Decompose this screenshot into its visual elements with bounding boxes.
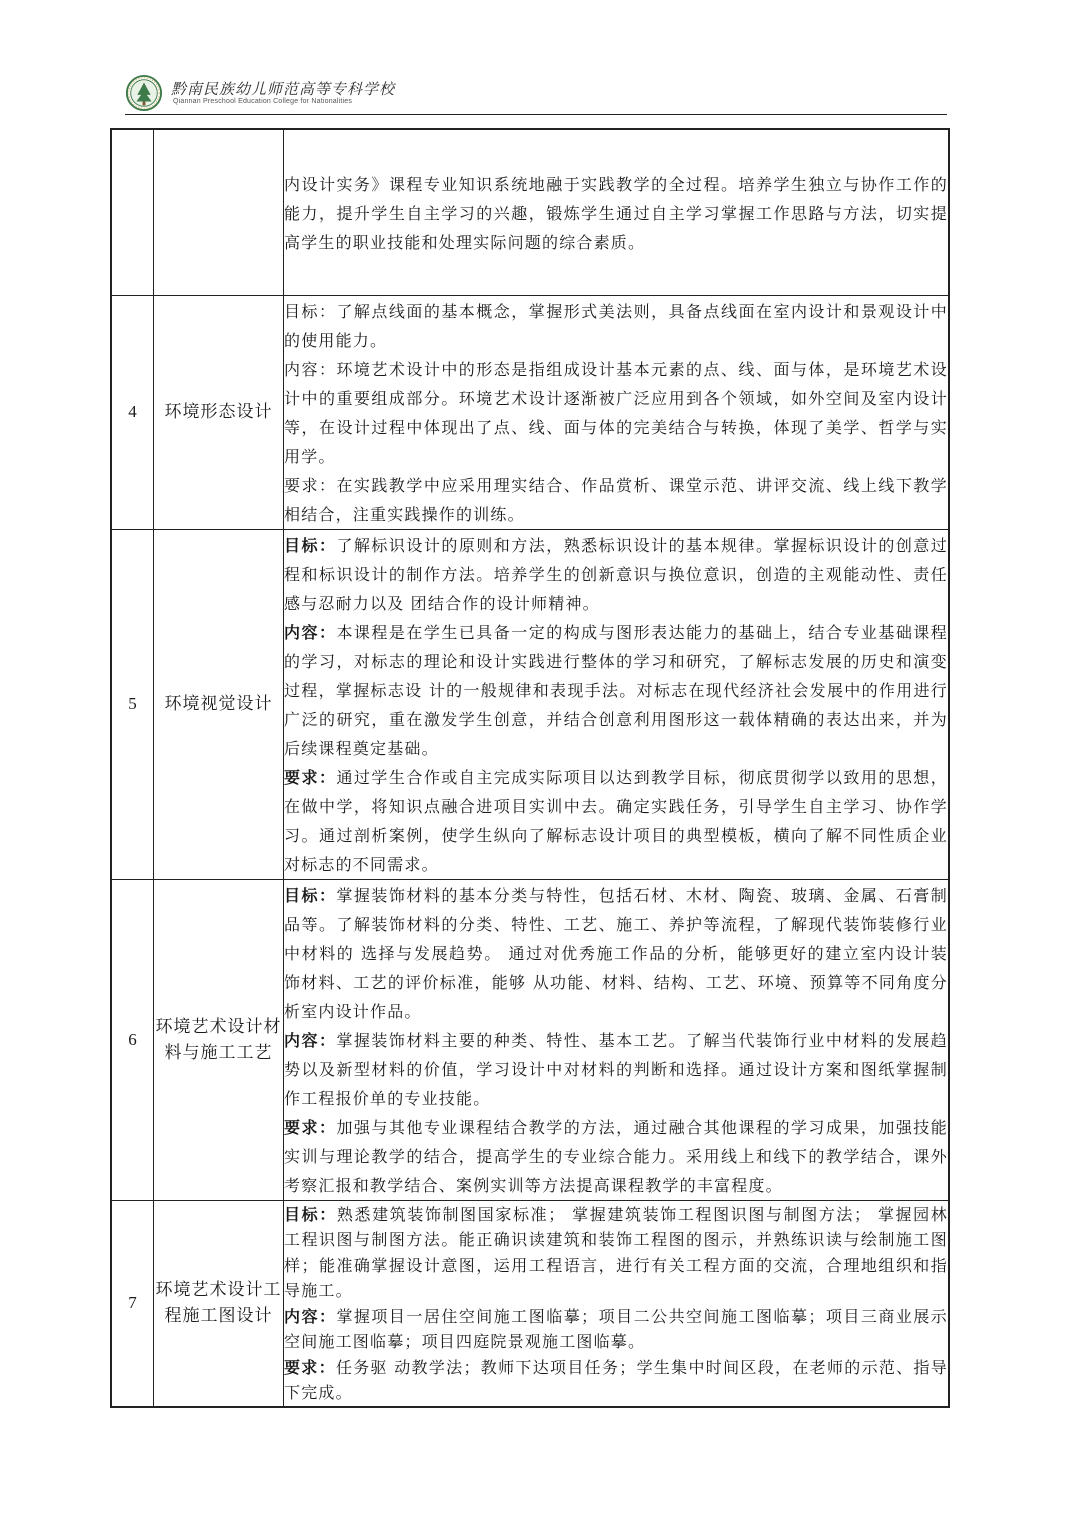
paragraph: [284, 297, 948, 355]
school-name-cn: 黔南民族幼儿师范高等专科学校: [171, 80, 396, 98]
table-row: [111, 529, 949, 879]
paragraph-label: 要求：: [284, 1117, 337, 1137]
paragraph: [284, 1113, 948, 1200]
paragraph-text: 掌握装饰材料主要的种类、特性、基本工艺。了解当代装饰行业中材料的发展趋势以及新型材料的价值，学习设计中对材料的判断和选择。通过设计方案和图纸掌握制作工程报价单的专业技能。: [284, 1030, 948, 1108]
course-name: [154, 129, 284, 295]
paragraph-text: 了解标识设计的原则和方法，熟悉标识设计的基本规律。掌握标识设计的创意过程和标识设计的制作方法。培养学生的创新意识与换位意识，创造的主观能动性、责任感与忍耐力以及 团结合作的设计师精神。: [284, 535, 948, 613]
paragraph: [284, 1026, 948, 1113]
paragraph: [284, 1304, 948, 1355]
table-row: [111, 295, 949, 529]
table-row: [111, 879, 949, 1200]
paragraph-label: 内容：: [284, 1030, 337, 1050]
course-description: [284, 295, 950, 529]
paragraph-text: 加强与其他专业课程结合教学的方法，通过融合其他课程的学习成果，加强技能实训与理论教学的结合，提高学生的专业综合能力。采用线上和线下的教学结合，课外考察汇报和教学结合、案例实训等方法提高课程教学的丰富程度。: [284, 1117, 948, 1195]
row-number: 6: [111, 879, 154, 1200]
row-number: [111, 129, 154, 295]
course-description: [284, 529, 950, 879]
paragraph-text: 掌握装饰材料的基本分类与特性，包括石材、木材、陶瓷、玻璃、金属、石膏制品等。了解装饰材料的分类、特性、工艺、施工、养护等流程，了解现代装饰装修行业中材料的 选择与发展趋势。 通过对优秀施工作品的分析，能够更好的建立室内设计装饰材料、工艺的评价标准，能够 从功能、材料、结构、工艺、环境、预算等不同角度分析室内设计作品。: [284, 885, 948, 1021]
paragraph: [284, 763, 948, 879]
paragraph: [284, 1355, 948, 1406]
paragraph-label: 目标：: [284, 885, 337, 905]
course-description: [284, 1200, 950, 1407]
paragraph-text: 任务驱 动教学法；教师下达项目任务；学生集中时间区段，在老师的示范、指导下完成。: [284, 1357, 948, 1402]
page-header: [125, 70, 947, 116]
paragraph-text: 掌握项目一居住空间施工图临摹；项目二公共空间施工图临摹；项目三商业展示空间施工图临摹；项目四庭院景观施工图临摹。: [284, 1306, 948, 1351]
paragraph: [284, 471, 948, 529]
paragraph: [284, 170, 948, 257]
paragraph-text: 内容：环境艺术设计中的形态是指组成设计基本元素的点、线、面与体，是环境艺术设计中的重要组成部分。环境艺术设计逐渐被广泛应用到各个领域，如外空间及室内设计等，在设计过程中体现出了点、线、面与体的完美结合与转换，体现了美学、哲学与实用学。: [284, 359, 948, 466]
paragraph-text: 熟悉建筑装饰制图国家标准； 掌握建筑装饰工程图识图与制图方法； 掌握园林工程识图与制图方法。能正确识读建筑和装饰工程图的图示，并熟练识读与绘制施工图样；能准确掌握设计意图，运用工程语言，进行有关工程方面的交流，合理地组织和指导施工。: [284, 1204, 948, 1300]
paragraph: [284, 531, 948, 618]
paragraph: [284, 618, 948, 763]
paragraph-label: 要求：: [284, 767, 337, 787]
course-name: 环境视觉设计: [154, 529, 284, 879]
table-row: [111, 129, 949, 295]
paragraph-text: 本课程是在学生已具备一定的构成与图形表达能力的基础上，结合专业基础课程的学习，对标志的理论和设计实践进行整体的学习和研究，了解标志发展的历史和演变过程，掌握标志设 计的一般规律和表现手法。对标志在现代经济社会发展中的作用进行广泛的研究，重在激发学生创意，并结合创意利用图形这一载体精确的表达出来，并为后续课程奠定基础。: [284, 622, 948, 758]
paragraph: [284, 355, 948, 471]
paragraph-text: 通过学生合作或自主完成实际项目以达到教学目标，彻底贯彻学以致用的思想，在做中学，将知识点融合进项目实训中去。确定实践任务，引导学生自主学习、协作学习。通过剖析案例，使学生纵向了解标志设计项目的典型模板，横向了解不同性质企业对标志的不同需求。: [284, 767, 948, 874]
paragraph-label: 内容：: [284, 1306, 337, 1326]
paragraph-label: 目标：: [284, 1204, 337, 1224]
paragraph: [284, 881, 948, 1026]
school-name-en: Qiannan Preschool Education College for Nationalities: [173, 98, 353, 105]
course-table: [110, 128, 950, 1408]
row-number: 4: [111, 295, 154, 529]
paragraph-text: 目标：了解点线面的基本概念，掌握形式美法则，具备点线面在室内设计和景观设计中的使用能力。: [284, 301, 948, 350]
paragraph-label: 内容：: [284, 622, 337, 642]
course-name: 环境艺术设计材料与施工工艺: [154, 879, 284, 1200]
row-number: 7: [111, 1200, 154, 1407]
course-description: [284, 879, 950, 1200]
paragraph: [284, 1202, 948, 1304]
table-row: [111, 1200, 949, 1407]
paragraph-label: 目标：: [284, 535, 337, 555]
school-logo-icon: [125, 74, 163, 112]
paragraph-text: 内设计实务》课程专业知识系统地融于实践教学的全过程。培养学生独立与协作工作的能力，提升学生自主学习的兴趣，锻炼学生通过自主学习掌握工作思路与方法，切实提高学生的职业技能和处理实际问题的综合素质。: [284, 174, 948, 252]
header-divider: [125, 114, 947, 115]
course-name: 环境形态设计: [154, 295, 284, 529]
row-number: 5: [111, 529, 154, 879]
paragraph-text: 要求：在实践教学中应采用理实结合、作品赏析、课堂示范、讲评交流、线上线下教学相结合，注重实践操作的训练。: [284, 475, 948, 524]
course-name: 环境艺术设计工程施工图设计: [154, 1200, 284, 1407]
course-description: [284, 129, 950, 295]
paragraph-label: 要求：: [284, 1357, 336, 1377]
